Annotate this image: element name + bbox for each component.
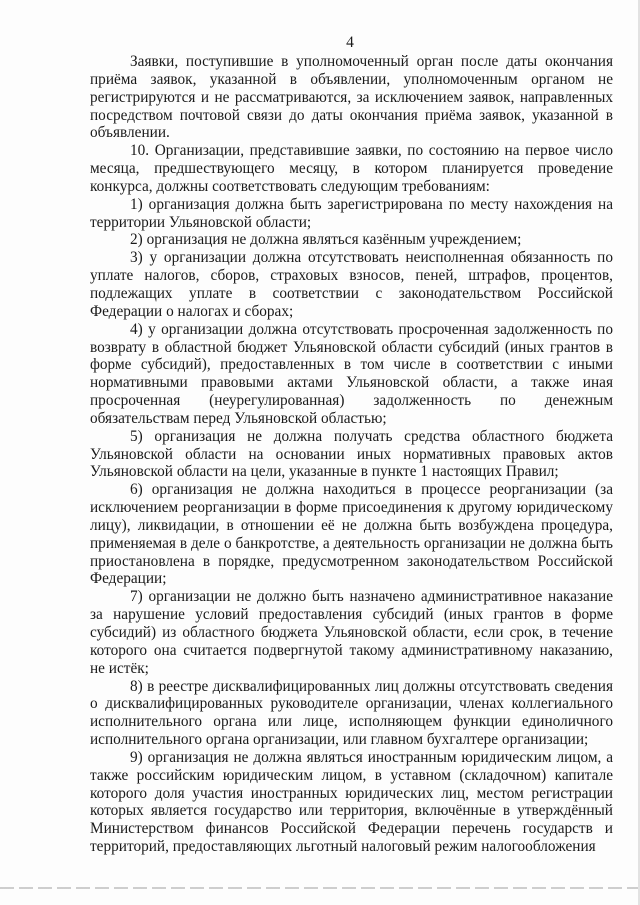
document-body: [90, 53, 613, 856]
requirement-3-no-tax-debt: 3) у организации должна отсутствовать неисполненная обязанность по уплате налогов, сборов, страховых взносов, пеней, штрафов, процентов, подлежащих уплате в соответствии с законодательством Российской Федерации о налогах и сборах;: [90, 249, 613, 320]
scan-bottom-edge: [0, 887, 640, 889]
requirement-9-not-foreign-entity: 9) организация не должна являться иностранным юридическим лицом, а также российским юридическим лицом, в уставном (складочном) капитале которого доля участия иностранных юридических лиц, местом регистрации которых является государство или территория, включённые в утверждённый Министерством финансов Российской Федерации перечень государств и территорий, предоставляющих льготный налоговый режим налогообложения: [90, 748, 613, 856]
requirement-4-no-overdue-debt: 4) у организации должна отсутствовать просроченная задолженность по возврату в областной бюджет Ульяновской области субсидий (иных грантов в форме субсидий), предоставленных в том числе в соответствии с иными нормативными правовыми актами Ульяновской области, а также иная просроченная (неурегулированная) задолженность по денежным обязательствам перед Ульяновской областью;: [90, 320, 613, 427]
requirement-2-not-state-institution: 2) организация не должна являться казённым учреждением;: [130, 231, 522, 249]
page-number: 4: [346, 34, 354, 51]
requirement-1-registration: 1) организация должна быть зарегистрирована по месту нахождения на территории Ульяновской области;: [90, 195, 613, 231]
requirement-8-no-disqualified-persons: 8) в реестре дисквалифицированных лиц должны отсутствовать сведения о дисквалифицированных руководителе организации, членах коллегиального исполнительного органа или лице, исполняющем функции единоличного исполнительного органа организации, или главном бухгалтере организации;: [90, 677, 613, 749]
requirement-5-no-other-funds: 5) организация не должна получать средства областного бюджета Ульяновской области на основании иных нормативных правовых актов Ульяновской области на цели, указанные в пункте 1 настоящих Правил;: [90, 427, 613, 481]
paragraph-10-requirements: 10. Организации, представившие заявки, по состоянию на первое число месяца, предшествующего месяцу, в котором планируется проведение конкурса, должны соответствовать следующим требованиям:: [90, 142, 613, 195]
paragraph-applications-after-deadline: Заявки, поступившие в уполномоченный орган после даты окончания приёма заявок, указанной в объявлении, уполномоченным органом не регистрируются и не рассматриваются, за исключением заявок, направленных посредством почтовой связи до даты окончания приёма заявок, указанной в объявлении.: [90, 53, 613, 142]
requirement-6-no-reorganization: 6) организация не должна находиться в процессе реорганизации (за исключением реорганизации в форме присоединения к другому юридическому лицу), ликвидации, в отношении её не должна быть возбуждена процедура, применяемая в деле о банкротстве, а деятельность организации не должна быть приостановлена в порядке, предусмотренном законодательством Российской Федерации;: [90, 481, 613, 588]
requirement-7-no-administrative-penalty: 7) организации не должно быть назначено административное наказание за нарушение условий предоставления субсидий (иных грантов в форме субсидий) из областного бюджета Ульяновской области, если срок, в течение которого она считается подвергнутой такому административному наказанию, не истёк;: [90, 588, 613, 677]
